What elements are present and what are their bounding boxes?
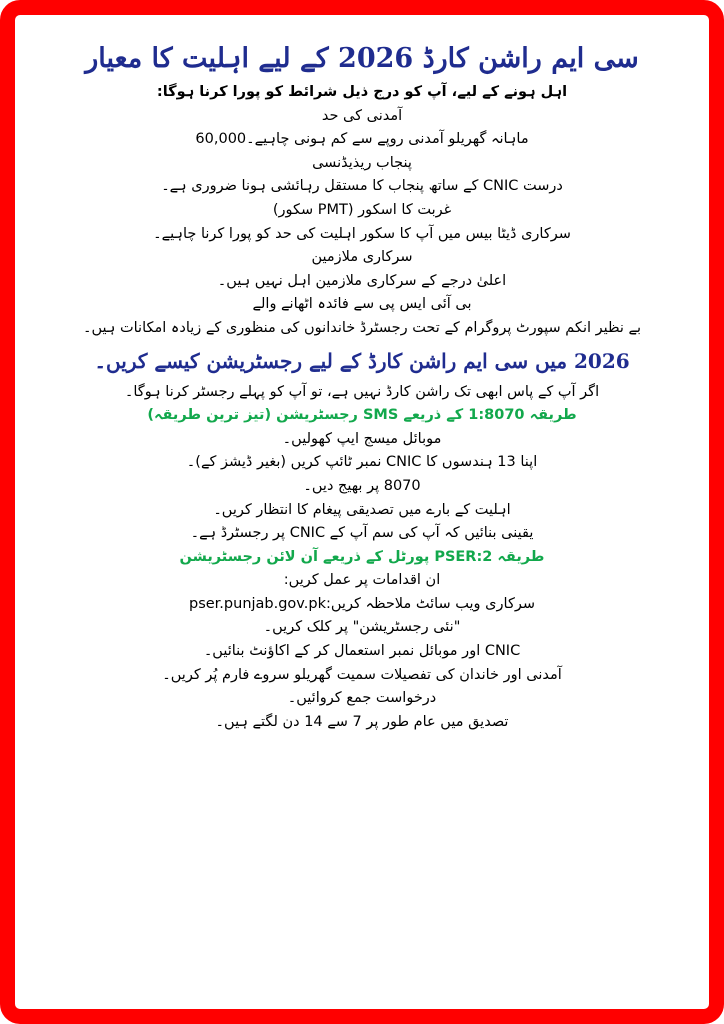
eligibility-line: پنجاب ریذیڈنسی xyxy=(312,154,412,171)
method2-step: تصدیق میں عام طور پر 7 سے 14 دن لگتے ہیں۔ xyxy=(215,713,509,730)
registration-intro: اگر آپ کے پاس ابھی تک راشن کارڈ نہیں ہے، تو آپ کو پہلے رجسٹر کرنا ہوگا۔ xyxy=(124,383,600,400)
eligibility-line: بی آئی ایس پی سے فائدہ اٹھانے والے xyxy=(252,296,472,313)
method2-step: درخواست جمع کروائیں۔ xyxy=(287,690,437,707)
eligibility-intro: اہل ہونے کے لیے، آپ کو درج ذیل شرائط کو پورا کرنا ہوگا: xyxy=(156,84,568,100)
method1-step: اہلیت کے بارے میں تصدیقی پیغام کا انتظار کریں۔ xyxy=(213,501,511,518)
eligibility-line: غربت کا اسکور (PMT سکور) xyxy=(272,201,452,218)
eligibility-line: بے نظیر انکم سپورٹ پروگرام کے تحت رجسٹرڈ خاندانوں کی منظوری کے زیادہ امکانات ہیں۔ xyxy=(82,319,642,336)
method1-step: 8070 پر بھیج دیں۔ xyxy=(303,477,421,494)
method1-step: اپنا 13 ہندسوں کا CNIC نمبر ٹائپ کریں (بغیر ڈیشز کے)۔ xyxy=(186,454,538,471)
method2-step: "نئی رجسٹریشن" پر کلک کریں۔ xyxy=(263,619,461,636)
method1-step: یقینی بنائیں کہ آپ کی سم آپ کے CNIC پر رجسٹرڈ ہے۔ xyxy=(190,525,534,542)
method1-step: موبائل میسج ایپ کھولیں۔ xyxy=(282,430,442,447)
eligibility-line: سرکاری ملازمین xyxy=(311,249,413,266)
method2-step: آمدنی اور خاندان کی تفصیلات سمیت گھریلو سروے فارم پُر کریں۔ xyxy=(162,666,562,683)
method2-step: CNIC اور موبائل نمبر استعمال کر کے اکاؤنٹ بنائیں۔ xyxy=(203,643,521,660)
method2-step: سرکاری ویب سائٹ ملاحظہ کریں:pser.punjab.gov.pk xyxy=(189,595,535,612)
page-title: سی ایم راشن کارڈ 2026 کے لیے اہلیت کا معیار xyxy=(85,43,639,74)
eligibility-line: سرکاری ڈیٹا بیس میں آپ کا سکور اہلیت کی حد کو پورا کرنا چاہیے۔ xyxy=(153,225,571,242)
eligibility-line: درست CNIC کے ساتھ پنجاب کا مستقل رہائشی ہونا ضروری ہے۔ xyxy=(161,178,563,195)
eligibility-line: آمدنی کی حد xyxy=(321,107,403,124)
method2-title: طریقہ 2:PSER پورٹل کے ذریعے آن لائن رجسٹریشن xyxy=(179,548,545,565)
eligibility-line: اعلیٰ درجے کے سرکاری ملازمین اہل نہیں ہیں۔ xyxy=(217,272,507,289)
registration-heading: 2026 میں سی ایم راشن کارڈ کے لیے رجسٹریشن کیسے کریں۔ xyxy=(94,348,630,373)
method1-title: طریقہ 1:8070 کے ذریعے SMS رجسٹریشن (تیز ترین طریقہ) xyxy=(147,407,577,424)
eligibility-line: ماہانہ گھریلو آمدنی روپے سے کم ہونی چاہیے۔60,000 xyxy=(195,131,529,148)
poster-content xyxy=(45,37,679,989)
method2-step: ان اقدامات پر عمل کریں: xyxy=(283,572,441,589)
